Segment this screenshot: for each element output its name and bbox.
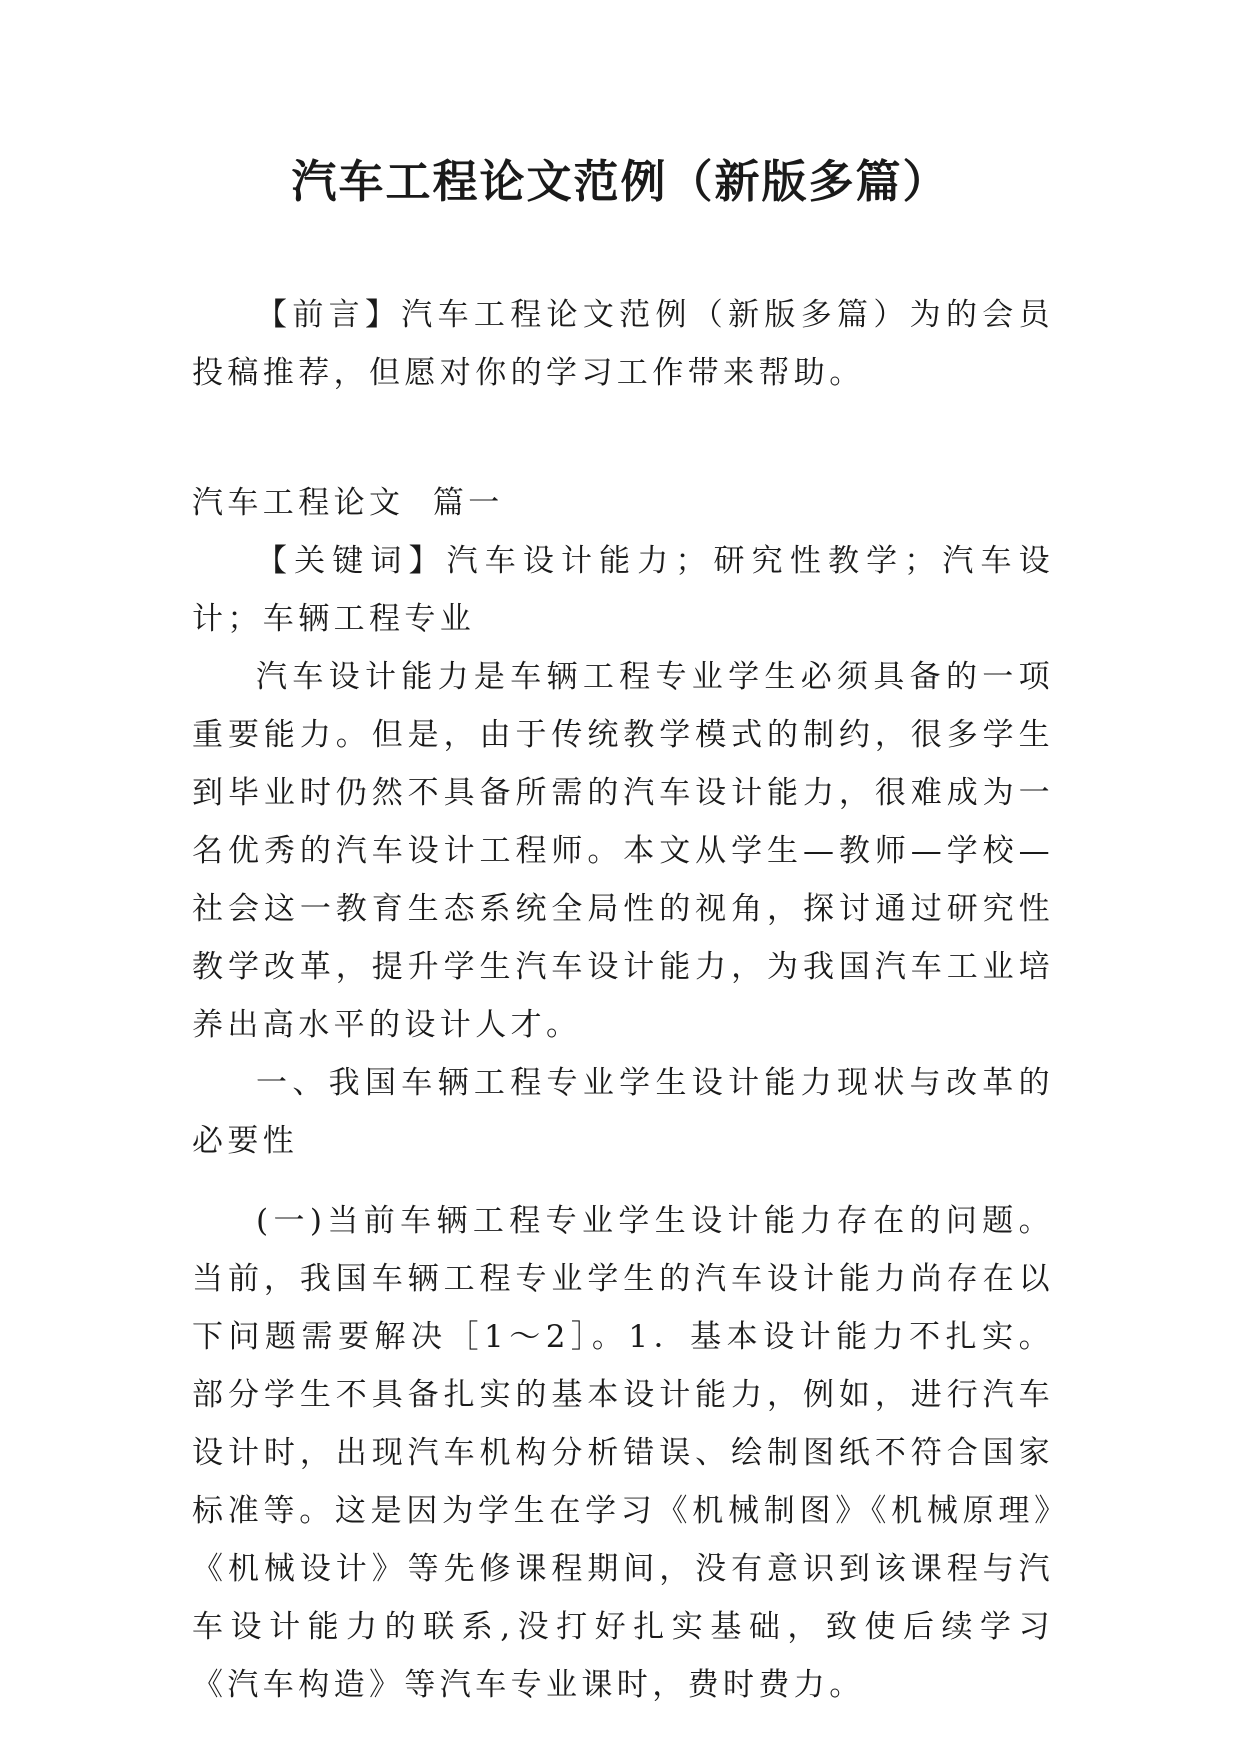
section-heading: 汽车工程论文 篇一	[192, 485, 504, 521]
keywords-paragraph: 【关键词】汽车设计能力；研究性教学；汽车设计；车辆工程专业	[192, 543, 1054, 637]
document-title: 汽车工程论文范例（新版多篇）	[291, 155, 950, 208]
subheading-1: 一、我国车辆工程专业学生设计能力现状与改革的必要性	[192, 1065, 1054, 1159]
preface-paragraph: 【前言】汽车工程论文范例（新版多篇）为的会员投稿推荐，但愿对你的学习工作带来帮助。	[192, 297, 1054, 391]
body-paragraph-2: (一)当前车辆工程专业学生设计能力存在的问题。当前，我国车辆工程专业学生的汽车设计能力尚存在以下问题需要解决［1～2］。1．基本设计能力不扎实。部分学生不具备扎实的基本设计能力，例如，进行汽车设计时，出现汽车机构分析错误、绘制图纸不符合国家标准等。这是因为学生在学习《机械制图》《机械原理》《机械设计》等先修课程期间，没有意识到该课程与汽车设计能力的联系,没打好扎实基础，致使后续学习《汽车构造》等汽车专业课时，费时费力。	[192, 1203, 1054, 1703]
body-paragraph-1: 汽车设计能力是车辆工程专业学生必须具备的一项重要能力。但是，由于传统教学模式的制约，很多学生到毕业时仍然不具备所需的汽车设计能力，很难成为一名优秀的汽车设计工程师。本文从学生—教师—学校—社会这一教育生态系统全局性的视角，探讨通过研究性教学改革，提升学生汽车设计能力，为我国汽车工业培养出高水平的设计人才。	[192, 659, 1054, 1043]
document-body	[192, 286, 1054, 1714]
